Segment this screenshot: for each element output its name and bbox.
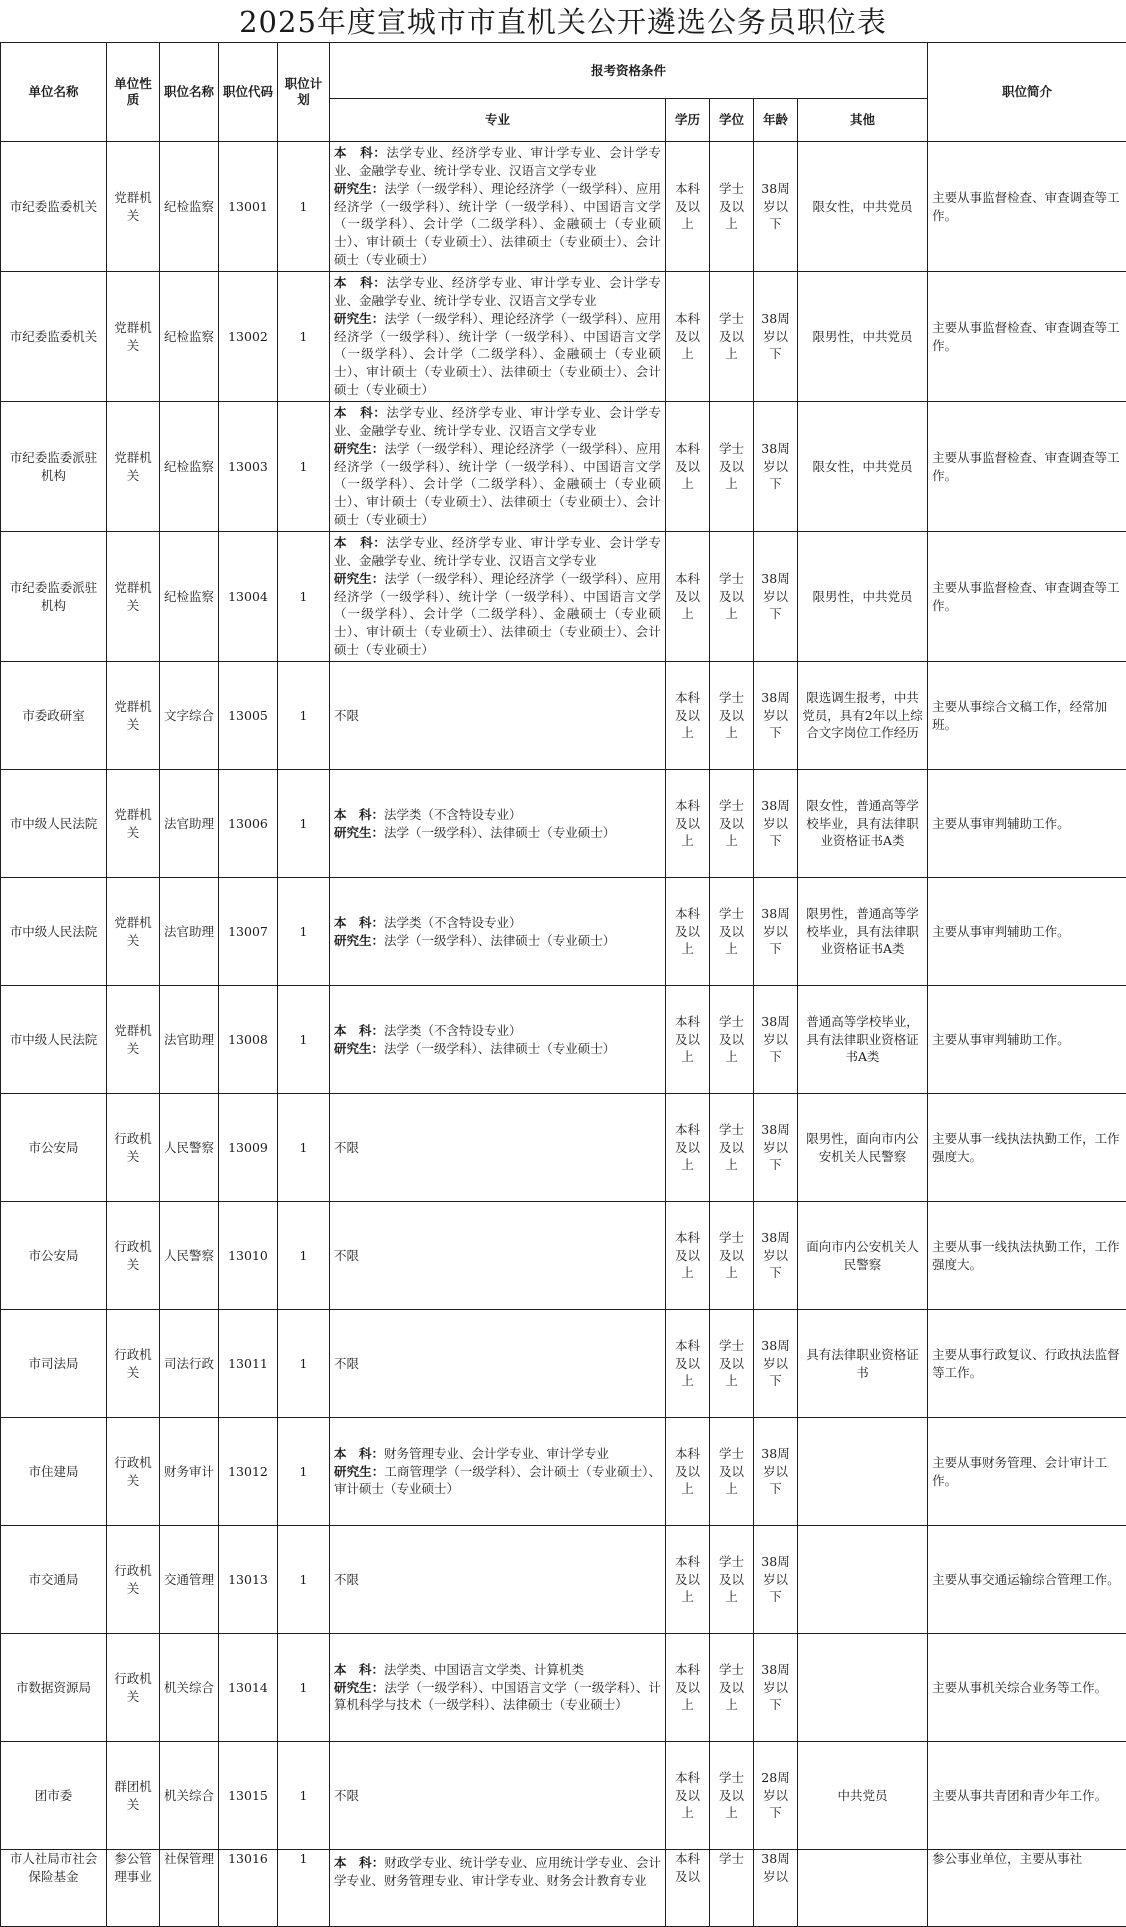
other-cell: 中共党员 <box>798 1742 928 1850</box>
code-cell: 13002 <box>219 272 278 402</box>
undergrad-majors: 法学专业、经济学专业、审计学专业、会计学专业、金融学专业、统计学专业、汉语言文学专业 <box>334 275 661 308</box>
education-cell: 本科及以上 <box>666 272 710 402</box>
code-cell: 13001 <box>219 142 278 272</box>
plan-cell: 1 <box>278 1202 330 1310</box>
intro-cell: 参公事业单位，主要从事社 <box>928 1850 1126 1927</box>
code-cell: 13008 <box>219 986 278 1094</box>
position-cell: 法官助理 <box>160 986 219 1094</box>
position-table <box>0 42 1126 1927</box>
table-row <box>1 1202 1126 1310</box>
plan-cell: 1 <box>278 532 330 662</box>
plan-cell: 1 <box>278 1310 330 1418</box>
unit-cell: 市公安局 <box>1 1202 107 1310</box>
major-undergrad <box>334 404 661 440</box>
position-cell: 交通管理 <box>160 1526 219 1634</box>
nature-cell: 党群机关 <box>107 770 160 878</box>
major-graduate <box>334 1463 661 1499</box>
other-cell: 面向市内公安机关人民警察 <box>798 1202 928 1310</box>
code-cell: 13010 <box>219 1202 278 1310</box>
plan-cell: 1 <box>278 662 330 770</box>
nature-cell: 党群机关 <box>107 142 160 272</box>
major-graduate <box>334 1040 661 1058</box>
intro-cell: 主要从事监督检查、审查调查等工作。 <box>928 532 1126 662</box>
major-text: 不限 <box>334 1356 359 1371</box>
degree-cell: 学士及以上 <box>710 770 754 878</box>
major-cell <box>330 142 666 272</box>
code-cell: 13007 <box>219 878 278 986</box>
graduate-majors: 法学（一级学科）、法律硕士（专业硕士） <box>384 1041 615 1056</box>
table-row <box>1 142 1126 272</box>
major-undergrad <box>334 914 661 932</box>
position-cell: 司法行政 <box>160 1310 219 1418</box>
header-major: 专业 <box>330 99 666 142</box>
age-cell: 38周岁以下 <box>754 878 798 986</box>
nature-cell: 行政机关 <box>107 1094 160 1202</box>
degree-cell: 学士及以上 <box>710 532 754 662</box>
major-cell <box>330 770 666 878</box>
position-cell: 纪检监察 <box>160 272 219 402</box>
intro-cell: 主要从事共青团和青少年工作。 <box>928 1742 1126 1850</box>
age-cell: 28周岁以下 <box>754 1742 798 1850</box>
header-code: 职位代码 <box>219 43 278 142</box>
graduate-label: 研究生： <box>334 441 384 456</box>
major-cell <box>330 1526 666 1634</box>
major-cell <box>330 1418 666 1526</box>
other-cell: 限女性，中共党员 <box>798 142 928 272</box>
age-cell: 38周岁以下 <box>754 1310 798 1418</box>
education-cell: 本科及以上 <box>666 662 710 770</box>
table-row <box>1 770 1126 878</box>
major-cell <box>330 1094 666 1202</box>
intro-cell: 主要从事一线执法执勤工作，工作强度大。 <box>928 1202 1126 1310</box>
intro-cell: 主要从事一线执法执勤工作，工作强度大。 <box>928 1094 1126 1202</box>
age-cell: 38周岁以下 <box>754 532 798 662</box>
header-intro: 职位简介 <box>928 43 1126 142</box>
graduate-label: 研究生： <box>334 1464 384 1479</box>
degree-cell: 学士及以上 <box>710 1202 754 1310</box>
position-cell: 财务审计 <box>160 1418 219 1526</box>
header-nature: 单位性质 <box>107 43 160 142</box>
undergrad-label: 本 科： <box>334 807 384 822</box>
major-undergrad <box>334 1022 661 1040</box>
code-cell: 13009 <box>219 1094 278 1202</box>
degree-cell: 学士及以上 <box>710 1634 754 1742</box>
education-cell: 本科及以上 <box>666 986 710 1094</box>
nature-cell: 党群机关 <box>107 532 160 662</box>
education-cell: 本科及以上 <box>666 1094 710 1202</box>
undergrad-majors: 法学专业、经济学专业、审计学专业、会计学专业、金融学专业、统计学专业、汉语言文学专业 <box>334 145 661 178</box>
degree-cell: 学士 <box>710 1850 754 1927</box>
major-cell <box>330 1850 666 1927</box>
table-row <box>1 1310 1126 1418</box>
position-cell: 纪检监察 <box>160 142 219 272</box>
table-row <box>1 1094 1126 1202</box>
other-cell <box>798 1850 928 1927</box>
graduate-majors: 法学（一级学科）、理论经济学（一级学科）、应用经济学（一级学科）、统计学（一级学科）、中国语言文学（一级学科）、会计学（二级学科）、金融硕士（专业硕士）、审计硕士（专业硕士）、法律硕士（专业硕士）、会计硕士（专业硕士） <box>334 571 661 657</box>
nature-cell: 行政机关 <box>107 1310 160 1418</box>
plan-cell: 1 <box>278 1094 330 1202</box>
age-cell: 38周岁以下 <box>754 770 798 878</box>
major-cell <box>330 272 666 402</box>
table-row <box>1 662 1126 770</box>
undergrad-majors: 法学专业、经济学专业、审计学专业、会计学专业、金融学专业、统计学专业、汉语言文学专业 <box>334 405 661 438</box>
unit-cell: 市纪委监委机关 <box>1 142 107 272</box>
plan-cell: 1 <box>278 1850 330 1927</box>
other-cell: 限男性，中共党员 <box>798 272 928 402</box>
intro-cell: 主要从事综合文稿工作，经常加班。 <box>928 662 1126 770</box>
position-cell: 纪检监察 <box>160 402 219 532</box>
plan-cell: 1 <box>278 272 330 402</box>
plan-cell: 1 <box>278 1526 330 1634</box>
undergrad-label: 本 科： <box>334 535 386 550</box>
other-cell: 限选调生报考，中共党员，具有2年以上综合文字岗位工作经历 <box>798 662 928 770</box>
other-cell <box>798 1418 928 1526</box>
undergrad-label: 本 科： <box>334 1446 384 1461</box>
graduate-majors: 工商管理学（一级学科）、会计硕士（专业硕士）、审计硕士（专业硕士） <box>334 1464 661 1497</box>
undergrad-majors: 法学类（不含特设专业） <box>384 1023 522 1038</box>
major-undergrad <box>334 274 661 310</box>
major-graduate <box>334 310 661 399</box>
undergrad-label: 本 科： <box>334 915 384 930</box>
education-cell: 本科及以上 <box>666 1742 710 1850</box>
graduate-majors: 法学（一级学科）、法律硕士（专业硕士） <box>384 825 615 840</box>
unit-cell: 团市委 <box>1 1742 107 1850</box>
degree-cell: 学士及以上 <box>710 142 754 272</box>
degree-cell: 学士及以上 <box>710 1310 754 1418</box>
unit-cell: 市中级人民法院 <box>1 770 107 878</box>
nature-cell: 党群机关 <box>107 402 160 532</box>
major-graduate <box>334 440 661 529</box>
unit-cell: 市住建局 <box>1 1418 107 1526</box>
undergrad-label: 本 科： <box>334 275 386 290</box>
header-education: 学历 <box>666 99 710 142</box>
other-cell: 限男性，中共党员 <box>798 532 928 662</box>
other-cell: 普通高等学校毕业，具有法律职业资格证书A类 <box>798 986 928 1094</box>
intro-cell: 主要从事审判辅助工作。 <box>928 878 1126 986</box>
intro-cell: 主要从事交通运输综合管理工作。 <box>928 1526 1126 1634</box>
age-cell: 38周岁以下 <box>754 1526 798 1634</box>
header-unit: 单位名称 <box>1 43 107 142</box>
graduate-label: 研究生： <box>334 571 384 586</box>
nature-cell: 行政机关 <box>107 1202 160 1310</box>
unit-cell: 市人社局市社会保险基金 <box>1 1850 107 1927</box>
education-cell: 本科及以上 <box>666 1310 710 1418</box>
major-undergrad <box>334 1445 661 1463</box>
age-cell: 38周岁以下 <box>754 1634 798 1742</box>
code-cell: 13006 <box>219 770 278 878</box>
undergrad-majors: 法学专业、经济学专业、审计学专业、会计学专业、金融学专业、统计学专业、汉语言文学专业 <box>334 535 661 568</box>
unit-cell: 市中级人民法院 <box>1 986 107 1094</box>
plan-cell: 1 <box>278 1418 330 1526</box>
nature-cell: 党群机关 <box>107 662 160 770</box>
position-cell: 文字综合 <box>160 662 219 770</box>
major-graduate <box>334 570 661 659</box>
page-title: 2025年度宣城市市直机关公开遴选公务员职位表 <box>0 0 1126 42</box>
major-undergrad <box>334 534 661 570</box>
table-row <box>1 1418 1126 1526</box>
other-cell <box>798 1634 928 1742</box>
intro-cell: 主要从事财务管理、会计审计工作。 <box>928 1418 1126 1526</box>
intro-cell: 主要从事监督检查、审查调查等工作。 <box>928 142 1126 272</box>
major-text: 不限 <box>334 1788 359 1803</box>
code-cell: 13014 <box>219 1634 278 1742</box>
undergrad-label: 本 科： <box>334 1855 384 1870</box>
position-cell: 人民警察 <box>160 1202 219 1310</box>
undergrad-label: 本 科： <box>334 145 386 160</box>
undergrad-majors: 财政学专业、统计学专业、应用统计学专业、会计学专业、财务管理专业、审计学专业、财务会计教育专业 <box>334 1855 661 1888</box>
degree-cell: 学士及以上 <box>710 1526 754 1634</box>
education-cell: 本科及以上 <box>666 1202 710 1310</box>
unit-cell: 市数据资源局 <box>1 1634 107 1742</box>
graduate-label: 研究生： <box>334 825 384 840</box>
plan-cell: 1 <box>278 402 330 532</box>
education-cell: 本科及以上 <box>666 1418 710 1526</box>
graduate-label: 研究生： <box>334 181 384 196</box>
other-cell: 限女性，普通高等学校毕业，具有法律职业资格证书A类 <box>798 770 928 878</box>
degree-cell: 学士及以上 <box>710 1418 754 1526</box>
code-cell: 13013 <box>219 1526 278 1634</box>
graduate-majors: 法学（一级学科）、理论经济学（一级学科）、应用经济学（一级学科）、统计学（一级学科）、中国语言文学（一级学科）、会计学（二级学科）、金融硕士（专业硕士）、审计硕士（专业硕士）、法律硕士（专业硕士）、会计硕士（专业硕士） <box>334 311 661 397</box>
intro-cell: 主要从事机关综合业务等工作。 <box>928 1634 1126 1742</box>
degree-cell: 学士及以上 <box>710 986 754 1094</box>
degree-cell: 学士及以上 <box>710 402 754 532</box>
table-row <box>1 1634 1126 1742</box>
table-row <box>1 532 1126 662</box>
plan-cell: 1 <box>278 1634 330 1742</box>
intro-cell: 主要从事行政复议、行政执法监督等工作。 <box>928 1310 1126 1418</box>
header-position: 职位名称 <box>160 43 219 142</box>
graduate-majors: 法学（一级学科）、理论经济学（一级学科）、应用经济学（一级学科）、统计学（一级学科）、中国语言文学（一级学科）、会计学（二级学科）、金融硕士（专业硕士）、审计硕士（专业硕士）、法律硕士（专业硕士）、会计硕士（专业硕士） <box>334 181 661 267</box>
position-cell: 法官助理 <box>160 770 219 878</box>
education-cell: 本科及以上 <box>666 770 710 878</box>
graduate-label: 研究生： <box>334 311 384 326</box>
unit-cell: 市司法局 <box>1 1310 107 1418</box>
unit-cell: 市纪委监委派驻机构 <box>1 532 107 662</box>
major-cell <box>330 878 666 986</box>
position-cell: 机关综合 <box>160 1634 219 1742</box>
code-cell: 13012 <box>219 1418 278 1526</box>
age-cell: 38周岁以 <box>754 1850 798 1927</box>
nature-cell: 群团机关 <box>107 1742 160 1850</box>
code-cell: 13003 <box>219 402 278 532</box>
other-cell: 限男性，面向市内公安机关人民警察 <box>798 1094 928 1202</box>
major-graduate <box>334 932 661 950</box>
major-cell <box>330 1310 666 1418</box>
header-plan: 职位计划 <box>278 43 330 142</box>
nature-cell: 参公管理事业 <box>107 1850 160 1927</box>
intro-cell: 主要从事监督检查、审查调查等工作。 <box>928 402 1126 532</box>
major-cell <box>330 402 666 532</box>
major-undergrad <box>334 1854 661 1890</box>
nature-cell: 行政机关 <box>107 1418 160 1526</box>
nature-cell: 党群机关 <box>107 986 160 1094</box>
intro-cell: 主要从事审判辅助工作。 <box>928 986 1126 1094</box>
unit-cell: 市中级人民法院 <box>1 878 107 986</box>
table-row <box>1 986 1126 1094</box>
nature-cell: 党群机关 <box>107 878 160 986</box>
position-cell: 社保管理 <box>160 1850 219 1927</box>
age-cell: 38周岁以下 <box>754 272 798 402</box>
undergrad-majors: 法学类、中国语言文学类、计算机类 <box>384 1662 584 1677</box>
major-text: 不限 <box>334 1572 359 1587</box>
age-cell: 38周岁以下 <box>754 142 798 272</box>
undergrad-majors: 法学类（不含特设专业） <box>384 807 522 822</box>
header-other: 其他 <box>798 99 928 142</box>
table-row <box>1 402 1126 532</box>
major-graduate <box>334 824 661 842</box>
degree-cell: 学士及以上 <box>710 1742 754 1850</box>
major-text: 不限 <box>334 1140 359 1155</box>
graduate-label: 研究生： <box>334 1680 384 1695</box>
code-cell: 13005 <box>219 662 278 770</box>
undergrad-label: 本 科： <box>334 1023 384 1038</box>
undergrad-label: 本 科： <box>334 405 386 420</box>
undergrad-majors: 法学类（不含特设专业） <box>384 915 522 930</box>
major-cell <box>330 662 666 770</box>
education-cell: 本科及以上 <box>666 142 710 272</box>
code-cell: 13015 <box>219 1742 278 1850</box>
education-cell: 本科及以上 <box>666 532 710 662</box>
age-cell: 38周岁以下 <box>754 402 798 532</box>
major-text: 不限 <box>334 708 359 723</box>
age-cell: 38周岁以下 <box>754 1418 798 1526</box>
intro-cell: 主要从事监督检查、审查调查等工作。 <box>928 272 1126 402</box>
plan-cell: 1 <box>278 878 330 986</box>
unit-cell: 市交通局 <box>1 1526 107 1634</box>
position-cell: 纪检监察 <box>160 532 219 662</box>
degree-cell: 学士及以上 <box>710 662 754 770</box>
education-cell: 本科及以上 <box>666 878 710 986</box>
header-age: 年龄 <box>754 99 798 142</box>
plan-cell: 1 <box>278 142 330 272</box>
major-undergrad <box>334 1661 661 1679</box>
graduate-majors: 法学（一级学科）、法律硕士（专业硕士） <box>384 933 615 948</box>
table-row <box>1 1526 1126 1634</box>
other-cell: 具有法律职业资格证书 <box>798 1310 928 1418</box>
undergrad-majors: 财务管理专业、会计学专业、审计学专业 <box>384 1446 609 1461</box>
major-cell <box>330 1634 666 1742</box>
code-cell: 13016 <box>219 1850 278 1927</box>
age-cell: 38周岁以下 <box>754 662 798 770</box>
unit-cell: 市公安局 <box>1 1094 107 1202</box>
graduate-label: 研究生： <box>334 933 384 948</box>
nature-cell: 行政机关 <box>107 1634 160 1742</box>
degree-cell: 学士及以上 <box>710 272 754 402</box>
plan-cell: 1 <box>278 1742 330 1850</box>
plan-cell: 1 <box>278 770 330 878</box>
unit-cell: 市纪委监委派驻机构 <box>1 402 107 532</box>
position-cell: 人民警察 <box>160 1094 219 1202</box>
major-cell <box>330 1202 666 1310</box>
other-cell: 限男性，普通高等学校毕业，具有法律职业资格证书A类 <box>798 878 928 986</box>
table-row <box>1 272 1126 402</box>
other-cell: 限女性，中共党员 <box>798 402 928 532</box>
major-cell <box>330 532 666 662</box>
graduate-majors: 法学（一级学科）、中国语言文学（一级学科）、计算机科学与技术（一级学科）、法律硕士（专业硕士） <box>334 1680 661 1713</box>
nature-cell: 党群机关 <box>107 272 160 402</box>
major-undergrad <box>334 144 661 180</box>
other-cell <box>798 1526 928 1634</box>
degree-cell: 学士及以上 <box>710 878 754 986</box>
code-cell: 13011 <box>219 1310 278 1418</box>
unit-cell: 市纪委监委机关 <box>1 272 107 402</box>
education-cell: 本科及以上 <box>666 402 710 532</box>
graduate-label: 研究生： <box>334 1041 384 1056</box>
table-row <box>1 878 1126 986</box>
major-text: 不限 <box>334 1248 359 1263</box>
age-cell: 38周岁以下 <box>754 1094 798 1202</box>
header-conditions: 报考资格条件 <box>330 43 928 99</box>
major-cell <box>330 1742 666 1850</box>
education-cell: 本科及以 <box>666 1850 710 1927</box>
undergrad-label: 本 科： <box>334 1662 384 1677</box>
education-cell: 本科及以上 <box>666 1526 710 1634</box>
nature-cell: 行政机关 <box>107 1526 160 1634</box>
position-cell: 机关综合 <box>160 1742 219 1850</box>
major-graduate <box>334 180 661 269</box>
position-cell: 法官助理 <box>160 878 219 986</box>
intro-cell: 主要从事审判辅助工作。 <box>928 770 1126 878</box>
code-cell: 13004 <box>219 532 278 662</box>
education-cell: 本科及以上 <box>666 1634 710 1742</box>
plan-cell: 1 <box>278 986 330 1094</box>
degree-cell: 学士及以上 <box>710 1094 754 1202</box>
unit-cell: 市委政研室 <box>1 662 107 770</box>
table-row <box>1 1742 1126 1850</box>
major-graduate <box>334 1679 661 1715</box>
major-undergrad <box>334 806 661 824</box>
table-row <box>1 1850 1126 1927</box>
age-cell: 38周岁以下 <box>754 1202 798 1310</box>
header-degree: 学位 <box>710 99 754 142</box>
table-body <box>1 142 1126 1927</box>
graduate-majors: 法学（一级学科）、理论经济学（一级学科）、应用经济学（一级学科）、统计学（一级学科）、中国语言文学（一级学科）、会计学（二级学科）、金融硕士（专业硕士）、审计硕士（专业硕士）、法律硕士（专业硕士）、会计硕士（专业硕士） <box>334 441 661 527</box>
major-cell <box>330 986 666 1094</box>
age-cell: 38周岁以下 <box>754 986 798 1094</box>
